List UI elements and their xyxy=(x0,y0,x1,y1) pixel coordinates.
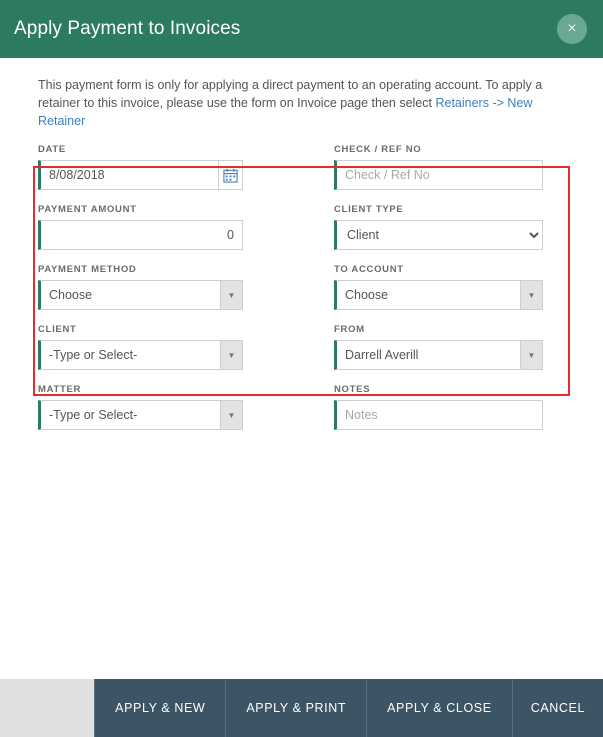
date-input-wrap xyxy=(38,160,243,190)
payment-method-input-wrap[interactable] xyxy=(38,280,243,310)
intro-text xyxy=(38,76,565,130)
cancel-button[interactable]: CANCEL xyxy=(512,679,603,737)
date-input[interactable] xyxy=(41,161,218,189)
client-type-select[interactable] xyxy=(334,220,543,250)
payment-amount-label: PAYMENT AMOUNT xyxy=(38,204,137,215)
intro-text-part1: This payment form is only for applying a direct payment to an operating account. To apply a retainer to this invoice, please use the form on Invoice page then select xyxy=(38,78,543,110)
check-ref-no-label: CHECK / REF NO xyxy=(334,144,422,155)
to-account-label: TO ACCOUNT xyxy=(334,264,404,275)
client-value: -Type or Select- xyxy=(49,348,138,362)
field-to-account xyxy=(334,264,543,310)
close-icon[interactable]: × xyxy=(557,14,587,44)
check-ref-no-input-wrap xyxy=(334,160,543,190)
field-client xyxy=(38,324,243,370)
modal-header xyxy=(0,0,603,58)
chevron-down-icon[interactable]: ▼ xyxy=(220,401,242,429)
client-label: CLIENT xyxy=(38,324,77,335)
payment-amount-input[interactable] xyxy=(41,221,242,249)
client-type-label: CLIENT TYPE xyxy=(334,204,404,215)
payment-amount-input-wrap xyxy=(38,220,243,250)
matter-value: -Type or Select- xyxy=(49,408,138,422)
payment-method-label: PAYMENT METHOD xyxy=(38,264,137,275)
client-input-wrap[interactable] xyxy=(38,340,243,370)
matter-label: MATTER xyxy=(38,384,82,395)
apply-and-close-button[interactable]: APPLY & CLOSE xyxy=(366,679,512,737)
apply-and-print-button[interactable]: APPLY & PRINT xyxy=(225,679,366,737)
field-payment-amount xyxy=(38,204,243,250)
modal-footer xyxy=(0,679,603,737)
check-ref-no-input[interactable] xyxy=(337,161,542,189)
calendar-icon[interactable] xyxy=(218,161,242,189)
matter-input-wrap[interactable] xyxy=(38,400,243,430)
apply-and-new-button[interactable]: APPLY & NEW xyxy=(94,679,225,737)
payment-method-value: Choose xyxy=(49,288,93,302)
payment-form xyxy=(38,144,565,444)
field-client-type xyxy=(334,204,543,250)
to-account-value: Choose xyxy=(345,288,389,302)
from-value: Darrell Averill xyxy=(345,348,419,362)
field-payment-method xyxy=(38,264,243,310)
notes-input-wrap xyxy=(334,400,543,430)
from-input-wrap[interactable] xyxy=(334,340,543,370)
field-from xyxy=(334,324,543,370)
notes-input[interactable] xyxy=(337,401,542,429)
retainers-new-retainer-link[interactable]: Retainers -> New Retainer xyxy=(38,96,533,128)
date-label: DATE xyxy=(38,144,66,155)
field-date xyxy=(38,144,243,190)
field-notes xyxy=(334,384,543,430)
chevron-down-icon[interactable]: ▼ xyxy=(520,341,542,369)
from-label: FROM xyxy=(334,324,365,335)
chevron-down-icon[interactable]: ▼ xyxy=(220,341,242,369)
modal-body xyxy=(0,58,603,679)
field-matter xyxy=(38,384,243,430)
notes-label: NOTES xyxy=(334,384,371,395)
field-check-ref-no xyxy=(334,144,543,190)
to-account-input-wrap[interactable] xyxy=(334,280,543,310)
page-title: Apply Payment to Invoices xyxy=(14,18,241,39)
chevron-down-icon[interactable]: ▼ xyxy=(520,281,542,309)
chevron-down-icon[interactable]: ▼ xyxy=(220,281,242,309)
